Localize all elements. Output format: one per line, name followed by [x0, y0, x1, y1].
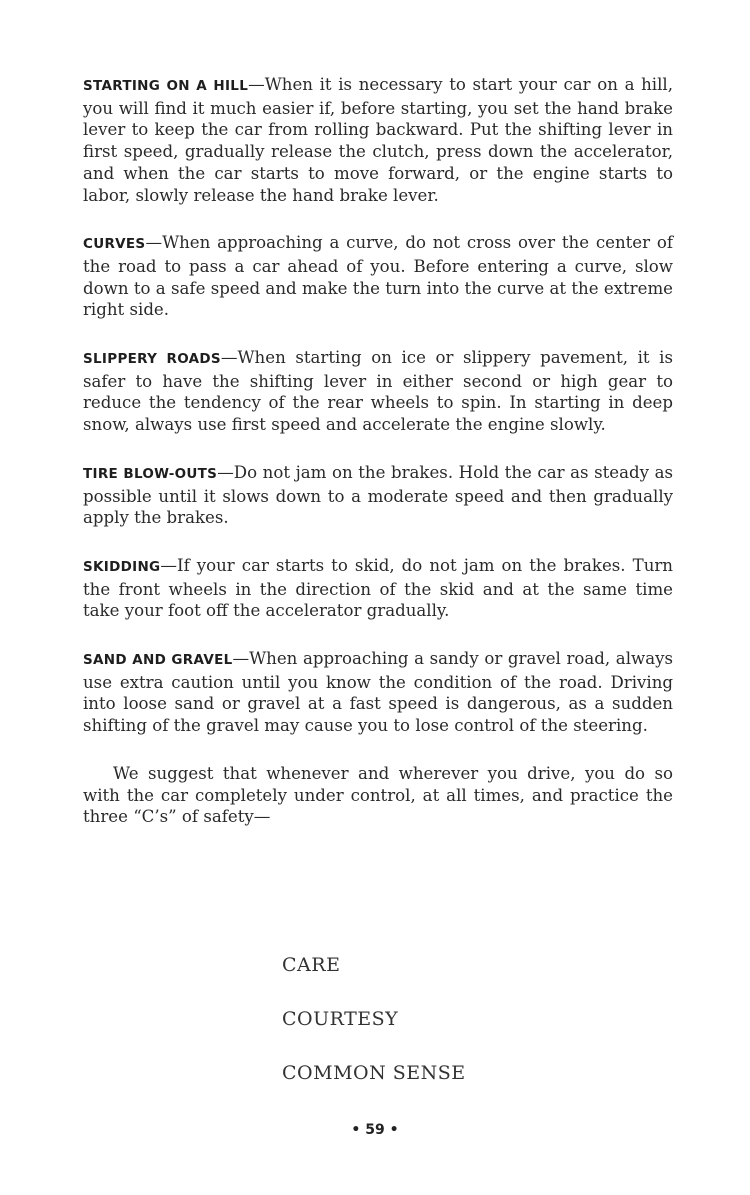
section-heading: SKIDDING [83, 558, 161, 575]
section-heading: CURVES [83, 236, 146, 253]
section-text: —When approaching a curve, do not cross over the center of the road to pass a car ahead of you. Before entering a curve, slow down to a safe speed and make the turn into the curve at the extreme right side. [83, 233, 673, 320]
page-body [83, 74, 673, 854]
section-text: —When it is necessary to start your car on a hill, you will find it much easier if, before starting, you set the hand brake lever to keep the car from rolling backward. Put the shifting lever in first speed, gradually release the clutch, press down the accelerator, and when the car starts to move forward, or the engine starts to labor, slowly release the hand brake lever. [83, 75, 673, 205]
section-heading: SLIPPERY ROADS [83, 351, 221, 368]
section-text: —When approaching a sandy or gravel road, always use extra caution until you know the condition of the road. Driving into loose sand or gravel at a fast speed is dangerous, as a sudden shifting of the gravel may cause you to lose control of the steering. [83, 649, 673, 736]
section-starting-on-a-hill [83, 74, 673, 206]
section-text: —Do not jam on the brakes. Hold the car as steady as possible until it slows down to a moderate speed and then gradually apply the brakes. [83, 462, 673, 528]
section-text: —When starting on ice or slippery pavement, it is safer to have the shifting lever in either second or high gear to reduce the tendency of the rear wheels to spin. In starting in deep snow, always use first speed and accelerate the engine slowly. [83, 348, 673, 435]
section-sand-and-gravel [83, 648, 673, 737]
three-cs-care: CARE [282, 954, 341, 976]
section-curves [83, 232, 673, 321]
section-text: —If your car starts to skid, do not jam on the brakes. Turn the front wheels in the direction of the skid and at the same time take your foot off the accelerator gradually. [83, 555, 673, 621]
section-heading: STARTING ON A HILL [83, 78, 249, 94]
safety-suggestion: We suggest that whenever and wherever you drive, you do so with the car completely under control, at all times, and practice the three “C’s” of safety— [83, 763, 673, 827]
three-cs-common-sense: COMMON SENSE [282, 1062, 466, 1084]
section-heading: SAND AND GRAVEL [83, 652, 233, 669]
three-cs-courtesy: COURTESY [282, 1008, 399, 1030]
section-slippery-roads [83, 347, 673, 436]
page-number: • 59 • [351, 1122, 399, 1138]
section-skidding [83, 555, 673, 622]
section-tire-blow-outs [83, 462, 673, 529]
section-heading: TIRE BLOW-OUTS [83, 465, 218, 482]
